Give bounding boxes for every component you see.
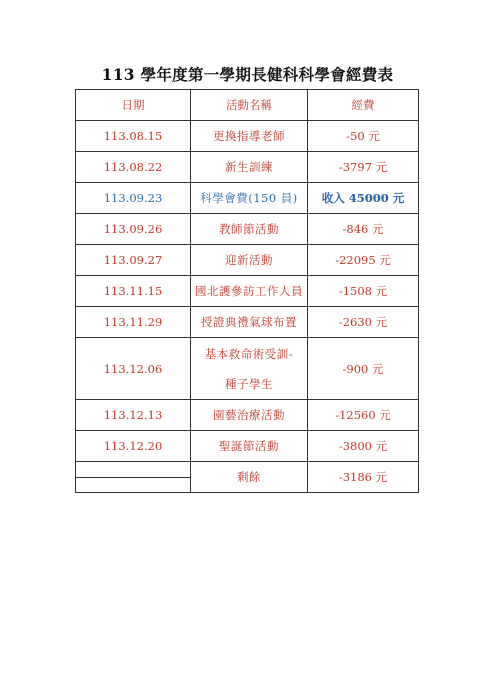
table-row [76, 152, 419, 183]
row-activity: 授證典禮氣球布置 [191, 307, 308, 338]
table-row [76, 307, 419, 338]
row-date: 113.08.15 [76, 121, 191, 152]
table-row [76, 245, 419, 276]
table-row [76, 214, 419, 245]
empty-subcell [76, 462, 190, 477]
remainder-label: 剩餘 [191, 462, 308, 493]
row-activity: 更換指導老師 [191, 121, 308, 152]
row-activity: 聖誕節活動 [191, 431, 308, 462]
row-activity-line1: 基本救命術受訓- [204, 346, 294, 361]
remainder-empty-cell [76, 462, 191, 493]
row-activity: 科學會費(150 員) [191, 183, 308, 214]
row-date: 113.08.22 [76, 152, 191, 183]
table-row [76, 431, 419, 462]
table-row [76, 276, 419, 307]
remainder-amount: -3186 元 [308, 462, 419, 493]
header-amount: 經費 [308, 90, 419, 121]
table-header-row [76, 90, 419, 121]
row-amount: -22095 元 [308, 245, 419, 276]
row-amount: 收入 45000 元 [308, 183, 419, 214]
page-title: 113 學年度第一學期長健科科學會經費表 [101, 65, 394, 84]
budget-table [75, 89, 419, 493]
row-activity: 迎新活動 [191, 245, 308, 276]
row-amount: -900 元 [308, 338, 419, 400]
row-amount: -1508 元 [308, 276, 419, 307]
row-date: 113.11.29 [76, 307, 191, 338]
row-activity-line2: 種子學生 [225, 376, 273, 391]
empty-subcell [76, 477, 190, 493]
row-date: 113.12.20 [76, 431, 191, 462]
row-date: 113.09.27 [76, 245, 191, 276]
remainder-row [76, 462, 419, 493]
header-date: 日期 [76, 90, 191, 121]
row-activity [191, 338, 308, 400]
row-date: 113.09.23 [76, 183, 191, 214]
row-amount: -3797 元 [308, 152, 419, 183]
table-row [76, 400, 419, 431]
row-amount: -50 元 [308, 121, 419, 152]
table-row-income [76, 183, 419, 214]
table-row [76, 121, 419, 152]
row-amount: -2630 元 [308, 307, 419, 338]
row-date: 113.11.15 [76, 276, 191, 307]
row-activity: 教師節活動 [191, 214, 308, 245]
row-date: 113.12.13 [76, 400, 191, 431]
row-activity: 國北護參訪工作人員 [191, 276, 308, 307]
row-activity: 園藝治療活動 [191, 400, 308, 431]
row-activity: 新生訓練 [191, 152, 308, 183]
row-date: 113.12.06 [76, 338, 191, 400]
row-date: 113.09.26 [76, 214, 191, 245]
header-activity: 活動名稱 [191, 90, 308, 121]
table-row [76, 338, 419, 400]
row-amount: -3800 元 [308, 431, 419, 462]
row-amount: -12560 元 [308, 400, 419, 431]
row-amount: -846 元 [308, 214, 419, 245]
